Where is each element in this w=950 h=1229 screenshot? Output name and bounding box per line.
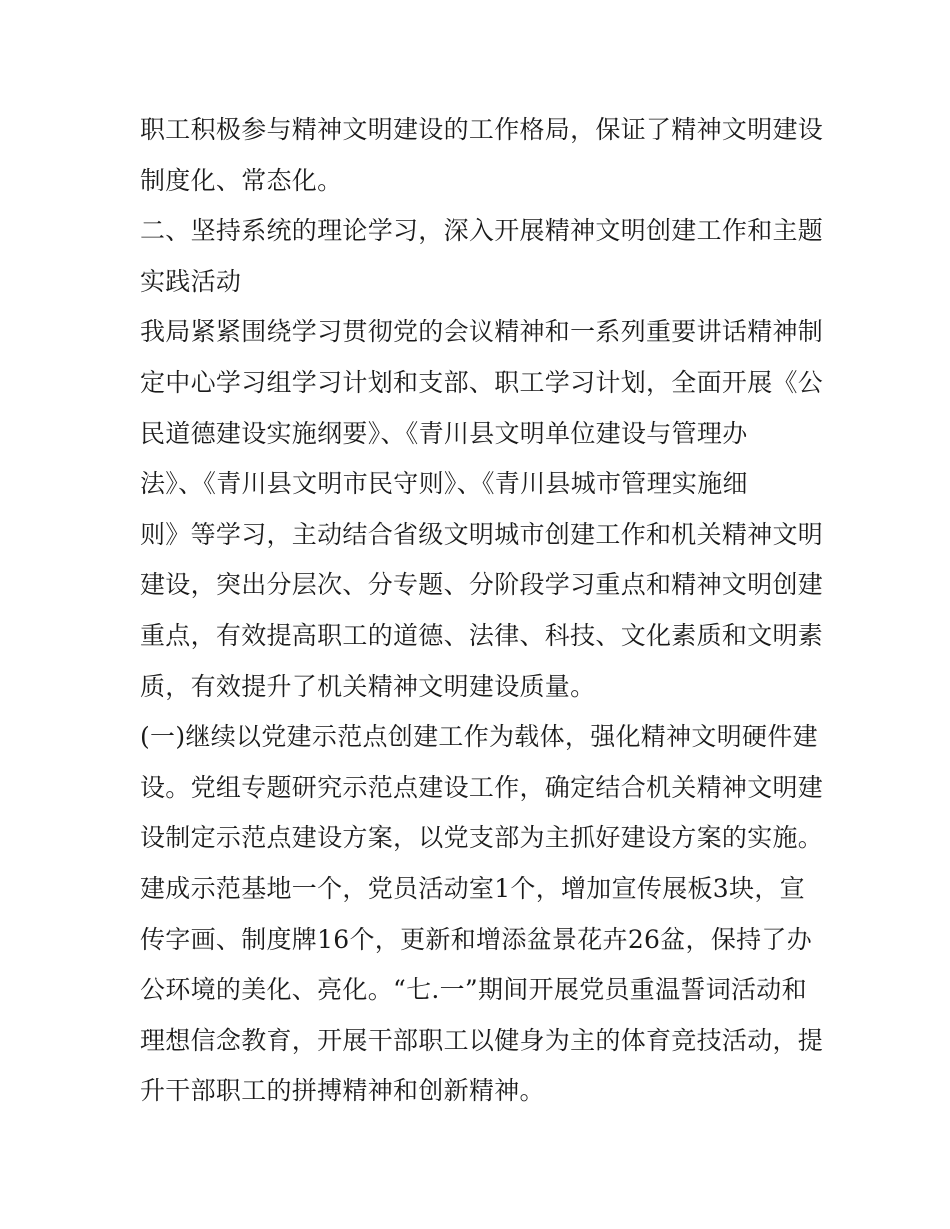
text-line: 理想信念教育，开展干部职工以健身为主的体育竞技活动，提 [140, 1025, 824, 1055]
text-line: 升干部职工的拼搏精神和创新精神。 [140, 1076, 545, 1106]
text-line: 制度化、常态化。 [140, 165, 343, 195]
text-line: 设。党组专题研究示范点建设工作，确定结合机关精神文明建 [140, 772, 824, 802]
text-line: 公环境的美化、亮化。“七.一”期间开展党员重温誓词活动和 [140, 975, 807, 1005]
text-line: 设制定示范点建设方案，以党支部为主抓好建设方案的实施。 [140, 823, 824, 853]
section-heading-line: 二、坚持系统的理论学习，深入开展精神文明创建工作和主题 [140, 216, 824, 246]
text-line: 法》、《青川县文明市民守则》、《青川县城市管理实施细 [140, 469, 748, 499]
text-line: 职工积极参与精神文明建设的工作格局，保证了精神文明建设 [140, 115, 824, 144]
text-line: 则》等学习，主动结合省级文明城市创建工作和机关精神文明 [140, 519, 824, 549]
text-line: 定中心学习组学习计划和支部、职工学习计划，全面开展《公 [140, 367, 824, 397]
section-heading-line: 实践活动 [140, 266, 242, 296]
text-line: 我局紧紧围绕学习贯彻党的会议精神和一系列重要讲话精神制 [140, 317, 824, 347]
text-line: 建设，突出分层次、分专题、分阶段学习重点和精神文明创建 [140, 570, 824, 600]
document-body [140, 105, 824, 1117]
text-line: 质，有效提升了机关精神文明建设质量。 [140, 671, 596, 701]
subsection-line: (一)继续以党建示范点创建工作为载体，强化精神文明硬件建 [140, 722, 818, 752]
text-line: 重点，有效提高职工的道德、法律、科技、文化素质和文明素 [140, 620, 824, 650]
text-line: 传字画、制度牌16个，更新和增添盆景花卉26盆，保持了办 [140, 924, 813, 954]
text-line: 民道德建设实施纲要》、《青川县文明单位建设与管理办 [140, 418, 748, 448]
text-line: 建成示范基地一个，党员活动室1个，增加宣传展板3块，宣 [140, 873, 805, 903]
